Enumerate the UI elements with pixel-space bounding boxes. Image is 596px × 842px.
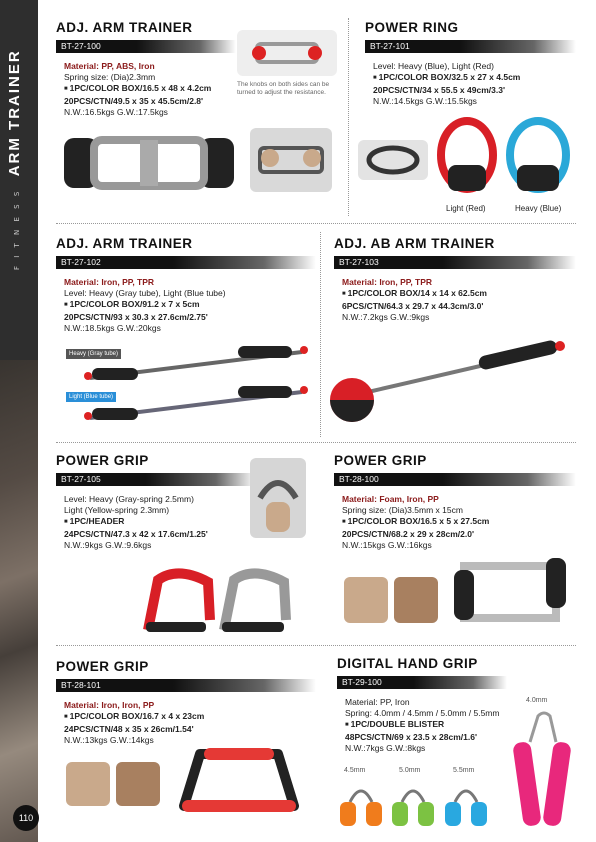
- spec-line: Spring size: (Dia)2.3mm: [64, 72, 156, 82]
- product-code: BT-27-102: [56, 256, 316, 269]
- usage-photo: [116, 762, 160, 806]
- product-spec: [342, 277, 576, 323]
- spec-line: Material: Iron, PP, TPR: [342, 277, 433, 287]
- product-code: BT-27-100: [56, 40, 236, 53]
- caption-heavy: Heavy (Blue): [515, 204, 562, 213]
- spec-line: 48PCS/CTN/69 x 23.5 x 28cm/1.6': [345, 732, 477, 742]
- spec-line: 1PC/DOUBLE BLISTER: [350, 719, 445, 729]
- product-note: The knobs on both sides can be turned to adjust the resistance.: [237, 81, 330, 96]
- product-image: [328, 334, 572, 434]
- product-image: [58, 128, 240, 198]
- spec-line: N.W.:9kgs G.W.:9.6kgs: [64, 540, 152, 550]
- product-bt-27-101: [365, 20, 576, 107]
- product-title: ADJ. ARM TRAINER: [56, 20, 193, 35]
- spec-line: Spring size: (Dia)3.5mm x 15cm: [342, 505, 463, 515]
- spec-line: 6PCS/CTN/64.3 x 29.7 x 44.3cm/3.0': [342, 301, 484, 311]
- product-bt-27-100: [56, 20, 236, 118]
- product-code: BT-27-101: [365, 40, 576, 53]
- product-image-blue: [441, 780, 491, 830]
- size-label: 4.0mm: [526, 697, 548, 704]
- product-image-green: [388, 780, 438, 830]
- spec-line: Material: Iron, PP, TPR: [64, 277, 155, 287]
- product-title: ADJ. AB ARM TRAINER: [334, 236, 495, 251]
- spec-line: Material: PP, Iron: [345, 697, 410, 707]
- usage-photo: [358, 140, 428, 180]
- usage-photo: [394, 577, 438, 623]
- divider: [320, 232, 321, 437]
- usage-photo: [66, 762, 110, 806]
- product-title: DIGITAL HAND GRIP: [337, 656, 478, 671]
- spec-line: 1PC/COLOR BOX/14 x 14 x 62.5cm: [347, 288, 487, 298]
- spec-line: 1PC/COLOR BOX/32.5 x 27 x 4.5cm: [378, 72, 521, 82]
- size-label: 5.5mm: [453, 767, 475, 774]
- product-image: [448, 548, 572, 636]
- product-bt-27-102: [56, 236, 316, 334]
- spec-line: N.W.:13kgs G.W.:14kgs: [64, 735, 154, 745]
- product-code: BT-29-100: [337, 676, 507, 689]
- sidebar-label: [6, 49, 24, 270]
- usage-photo: [250, 458, 306, 538]
- product-code: BT-27-105: [56, 473, 256, 486]
- spec-line: 1PC/COLOR BOX/16.7 x 4 x 23cm: [69, 711, 205, 721]
- product-title: POWER RING: [365, 20, 459, 35]
- tag-light: Light (Blue tube): [66, 392, 116, 402]
- spec-line: Level: Heavy (Blue), Light (Red): [373, 61, 494, 71]
- product-bt-27-103: [334, 236, 576, 323]
- wood-texture: [0, 360, 38, 842]
- spec-line: N.W.:18.5kgs G.W.:20kgs: [64, 323, 161, 333]
- product-spec: [342, 494, 576, 551]
- divider: [56, 645, 576, 646]
- spec-line: N.W.:14.5kgs G.W.:15.5kgs: [373, 96, 477, 106]
- spec-line: Level: Heavy (Gray-spring 2.5mm): [64, 494, 194, 504]
- spec-line: N.W.:15kgs G.W.:16kgs: [342, 540, 432, 550]
- spec-line: N.W.:16.5kgs G.W.:17.5kgs: [64, 107, 168, 117]
- usage-photo: [250, 128, 332, 192]
- product-spec: [64, 61, 236, 118]
- product-title: POWER GRIP: [56, 659, 149, 674]
- product-bt-28-101: [56, 659, 316, 746]
- sidebar-title: ARM TRAINER: [6, 49, 23, 177]
- caption-light: Light (Red): [446, 204, 486, 213]
- spec-line: 1PC/COLOR BOX/91.2 x 7 x 5cm: [69, 299, 200, 309]
- usage-photo: [344, 577, 388, 623]
- product-image-red-ring: [434, 115, 500, 199]
- spec-line: 1PC/HEADER: [69, 516, 125, 526]
- sidebar-fitness: F I T N E S S: [13, 188, 21, 270]
- spec-line: Spring: 4.0mm / 4.5mm / 5.0mm / 5.5mm: [345, 708, 500, 718]
- product-image-blue-ring: [503, 115, 573, 199]
- spec-line: 20PCS/CTN/49.5 x 35 x 45.5cm/2.8': [64, 96, 204, 106]
- sidebar: [0, 0, 38, 842]
- spec-line: 1PC/COLOR BOX/16.5 x 48 x 4.2cm: [69, 83, 212, 93]
- spec-line: 20PCS/CTN/93 x 30.3 x 27.6cm/2.75': [64, 312, 208, 322]
- product-spec: [373, 61, 576, 107]
- product-title: ADJ. ARM TRAINER: [56, 236, 193, 251]
- product-title: POWER GRIP: [334, 453, 427, 468]
- product-image: [80, 338, 312, 428]
- size-label: 5.0mm: [399, 767, 421, 774]
- spec-line: Light (Yellow-spring 2.3mm): [64, 505, 170, 515]
- spec-line: 1PC/COLOR BOX/16.5 x 5 x 27.5cm: [347, 516, 490, 526]
- product-image: [138, 560, 308, 640]
- product-title: POWER GRIP: [56, 453, 149, 468]
- size-label: 4.5mm: [344, 767, 366, 774]
- spec-line: Material: Foam, Iron, PP: [342, 494, 439, 504]
- product-code: BT-28-100: [334, 473, 576, 486]
- product-image: [508, 708, 574, 830]
- product-bt-28-100: [334, 453, 576, 551]
- product-code: BT-28-101: [56, 679, 316, 692]
- spec-line: 20PCS/CTN/68.2 x 29 x 28cm/2.0': [342, 529, 474, 539]
- divider: [348, 18, 349, 216]
- spec-line: N.W.:7kgs G.W.:8kgs: [345, 743, 426, 753]
- spec-line: 20PCS/CTN/34 x 55.5 x 49cm/3.3': [373, 85, 505, 95]
- divider: [56, 442, 576, 443]
- spec-line: N.W.:7.2kgs G.W.:9kgs: [342, 312, 430, 322]
- page-number: 110: [13, 805, 39, 831]
- spec-line: Material: PP, ABS, Iron: [64, 61, 155, 71]
- spec-line: Level: Heavy (Gray tube), Light (Blue tube): [64, 288, 226, 298]
- product-code: BT-27-103: [334, 256, 576, 269]
- product-spec: [64, 277, 316, 334]
- spec-line: 24PCS/CTN/48 x 35 x 26cm/1.54': [64, 724, 194, 734]
- tag-heavy: Heavy (Gray tube): [66, 349, 121, 359]
- product-image: [170, 740, 308, 820]
- spec-line: 24PCS/CTN/47.3 x 42 x 17.6cm/1.25': [64, 529, 208, 539]
- product-photo: [237, 30, 337, 76]
- product-image-orange: [336, 780, 386, 830]
- spec-line: Material: Iron, Iron, PP: [64, 700, 155, 710]
- divider: [56, 223, 576, 224]
